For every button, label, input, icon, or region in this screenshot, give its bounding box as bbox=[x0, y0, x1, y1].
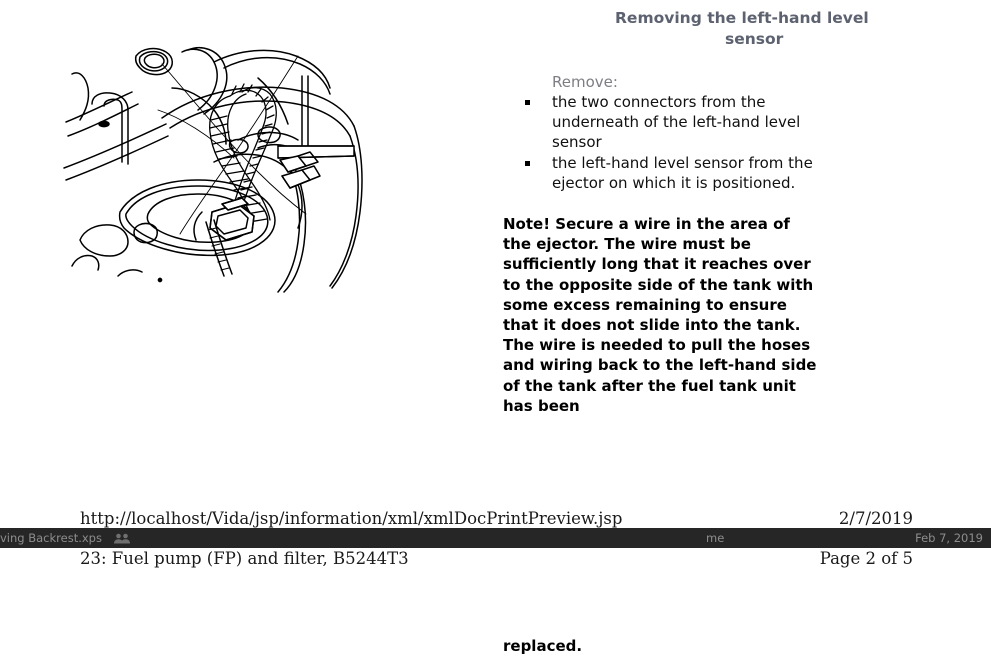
footer-page-number: Page 2 of 5 bbox=[819, 549, 913, 568]
list-item: the left-hand level sensor from the ejector on which it is positioned. bbox=[525, 153, 833, 193]
overlay-column-fragment: me bbox=[706, 531, 725, 545]
shared-people-icon bbox=[113, 533, 131, 544]
footer-document-title: 23: Fuel pump (FP) and filter, B5244T3 bbox=[80, 549, 409, 568]
footer-url: http://localhost/Vida/jsp/information/xml/xmlDocPrintPreview.jsp bbox=[80, 509, 623, 528]
overlay-date-modified: Feb 7, 2019 bbox=[915, 531, 983, 545]
footer-date: 2/7/2019 bbox=[838, 509, 913, 528]
note-paragraph: Note! Secure a wire in the area of the ejector. The wire must be sufficiently long that it reaches over to the opposite side of the tank with some excess remaining to ensure that it does not slide into the tank. The wire is needed to pull the hoses and wiring back to the left-hand side of the tank after the fuel tank unit has been bbox=[503, 215, 817, 415]
file-list-row-overlay[interactable] bbox=[0, 528, 991, 548]
list-item: the two connectors from the underneath of the left-hand level sensor bbox=[525, 92, 833, 153]
content-column bbox=[503, 0, 869, 416]
note-continuation: replaced. bbox=[503, 637, 583, 655]
remove-label: Remove: bbox=[552, 73, 618, 91]
overlay-file-name[interactable]: ving Backrest.xps bbox=[0, 531, 102, 545]
remove-steps-list bbox=[503, 92, 833, 193]
page-title: Removing the left-hand level sensor bbox=[615, 9, 869, 48]
technical-illustration bbox=[62, 44, 392, 294]
